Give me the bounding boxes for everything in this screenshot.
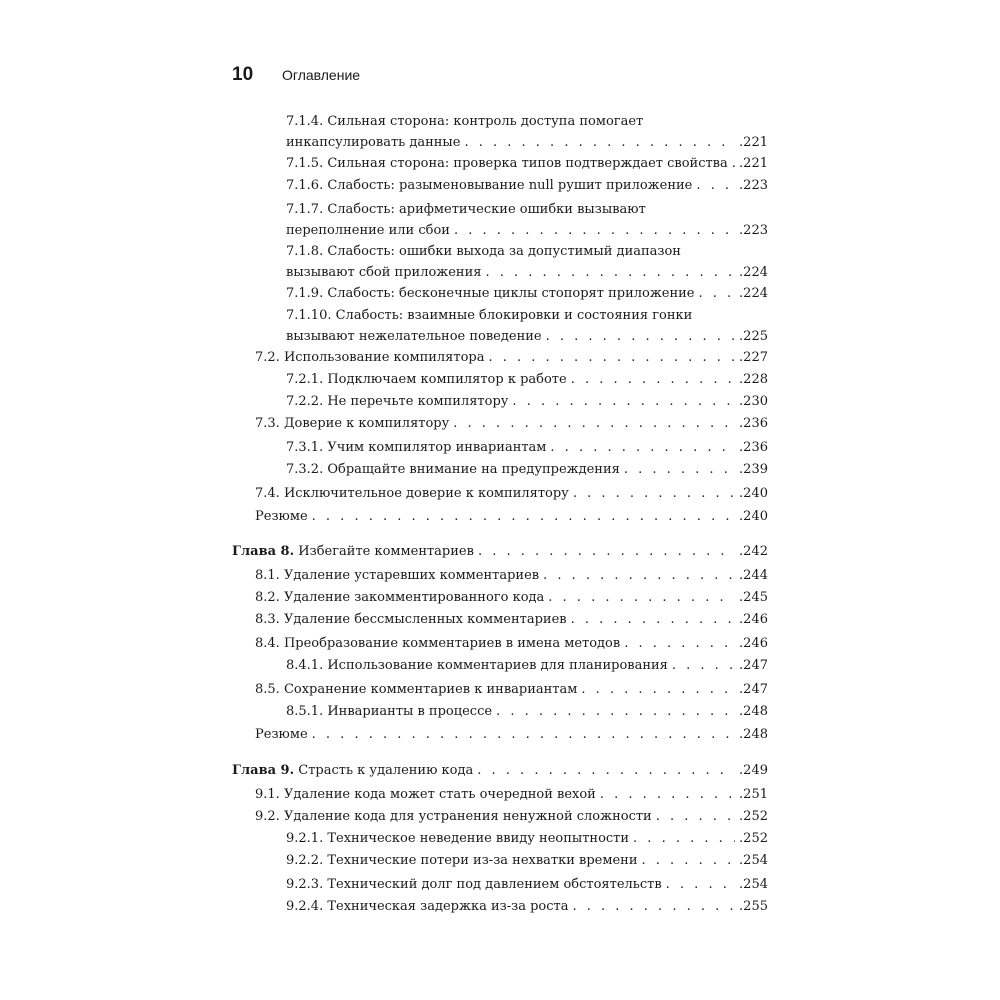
toc-entry-line xyxy=(286,326,768,347)
toc-page-number: .247 xyxy=(739,682,768,697)
toc-page-number: .223 xyxy=(739,178,768,193)
toc-entry xyxy=(255,679,768,700)
toc-entry-line xyxy=(286,153,768,174)
toc-entry-line xyxy=(255,724,768,745)
toc-entry xyxy=(255,565,768,586)
toc-entry xyxy=(286,437,768,458)
toc-entry-title: 7.3.1. Учим компилятор инвариантам xyxy=(286,440,547,455)
toc-entry-title: инкапсулировать данные xyxy=(286,135,461,150)
toc-entry-line xyxy=(286,655,768,676)
toc-entry-line xyxy=(286,369,768,390)
dot-leader xyxy=(485,262,735,283)
toc-entry xyxy=(255,506,768,527)
toc-page-number: .236 xyxy=(739,440,768,455)
toc-page-number: .227 xyxy=(739,350,768,365)
toc-entry xyxy=(286,874,768,895)
toc-page-number: .223 xyxy=(739,223,768,238)
toc-page-number: .245 xyxy=(739,590,768,605)
toc-page-number: .248 xyxy=(739,704,768,719)
toc-page-number: .252 xyxy=(739,831,768,846)
toc-page-number: .246 xyxy=(739,636,768,651)
toc-entry xyxy=(286,459,768,480)
toc-entry-line xyxy=(255,483,768,504)
toc-entry xyxy=(286,896,768,917)
toc-entry-line xyxy=(232,541,768,562)
toc-page-number: .225 xyxy=(739,329,768,344)
toc-page-number: .224 xyxy=(739,286,768,301)
dot-leader xyxy=(581,679,735,700)
toc-entry-line xyxy=(286,459,768,480)
toc-page-number: .240 xyxy=(739,509,768,524)
toc-entry-title: вызывают сбой приложения xyxy=(286,265,482,280)
dot-leader xyxy=(550,437,735,458)
toc-entry-title: 8.4.1. Использование комментариев для планирования xyxy=(286,658,668,673)
dot-leader xyxy=(477,760,735,781)
dot-leader xyxy=(666,874,735,895)
running-title: Оглавление xyxy=(282,67,361,83)
dot-leader xyxy=(488,347,735,368)
toc-page-number: .254 xyxy=(739,853,768,868)
toc-entry xyxy=(255,806,768,827)
toc-entry-title: 8.5.1. Инварианты в процессе xyxy=(286,704,493,719)
dot-leader xyxy=(732,153,735,174)
toc-entry-title: 7.3.2. Обращайте внимание на предупреждения xyxy=(286,462,620,477)
toc-entry-line xyxy=(255,587,768,608)
toc-entry-title: 8.1. Удаление устаревших комментариев xyxy=(255,568,540,583)
toc-page-number: .255 xyxy=(739,899,768,914)
dot-leader xyxy=(453,413,735,434)
toc-entry xyxy=(255,609,768,630)
toc-entry-line xyxy=(232,760,768,781)
toc-entry-title: вызывают нежелательное поведение xyxy=(286,329,542,344)
toc-page-number: .221 xyxy=(739,156,768,171)
toc-entry-title: 7.1.7. Слабость: арифметические ошибки вызывают xyxy=(286,202,646,217)
chapter-label: Глава 8. xyxy=(232,544,295,559)
toc-entry-line xyxy=(286,391,768,412)
toc-entry xyxy=(286,305,768,347)
toc-entry-title: переполнение или сбои xyxy=(286,223,450,238)
toc-page-number: .252 xyxy=(739,809,768,824)
toc-entry-title: Резюме xyxy=(255,727,308,742)
toc-entry-line xyxy=(286,850,768,871)
dot-leader xyxy=(600,784,735,805)
dot-leader xyxy=(543,565,735,586)
toc-entry-title: 9.1. Удаление кода может стать очередной вехой xyxy=(255,787,596,802)
dot-leader xyxy=(573,483,735,504)
dot-leader xyxy=(672,655,735,676)
toc-entry-line xyxy=(286,874,768,895)
toc-entry-title: 8.5. Сохранение комментариев к инвариантам xyxy=(255,682,578,697)
toc-entry-line xyxy=(255,679,768,700)
dot-leader xyxy=(496,701,735,722)
toc-entry xyxy=(255,347,768,368)
toc-entry-title: 8.4. Преобразование комментариев в имена методов xyxy=(255,636,621,651)
toc-entry-title: 9.2.3. Технический долг под давлением обстоятельств xyxy=(286,877,662,892)
dot-leader xyxy=(512,391,735,412)
toc-entry-line xyxy=(255,506,768,527)
toc-entry-line xyxy=(286,262,768,283)
toc-entry xyxy=(286,655,768,676)
toc-entry-title: 7.4. Исключительное доверие к компилятору xyxy=(255,486,569,501)
toc-entry-title: Избегайте комментариев xyxy=(298,544,474,559)
toc-entry-line xyxy=(286,132,768,153)
toc-entry-line xyxy=(255,609,768,630)
toc-entry xyxy=(286,241,768,283)
dot-leader xyxy=(571,369,735,390)
page-number: 10 xyxy=(232,64,254,85)
dot-leader xyxy=(571,609,735,630)
toc-entry-line xyxy=(255,633,768,654)
toc-page-number: .248 xyxy=(739,727,768,742)
dot-leader xyxy=(642,850,736,871)
toc-entry-title: 7.2.1. Подключаем компилятор к работе xyxy=(286,372,567,387)
toc-entry xyxy=(255,483,768,504)
toc-entry-line xyxy=(255,784,768,805)
page-header xyxy=(232,64,360,86)
dot-leader xyxy=(312,724,735,745)
dot-leader xyxy=(624,633,735,654)
dot-leader xyxy=(312,506,735,527)
dot-leader xyxy=(656,806,735,827)
toc-page-number: .239 xyxy=(739,462,768,477)
toc-page-number: .230 xyxy=(739,394,768,409)
dot-leader xyxy=(464,132,735,153)
dot-leader xyxy=(633,828,735,849)
toc-entry xyxy=(286,369,768,390)
toc-entry-line xyxy=(286,828,768,849)
toc-page-number: .228 xyxy=(739,372,768,387)
dot-leader xyxy=(696,175,735,196)
chapter-label: Глава 9. xyxy=(232,763,295,778)
toc-entry-title: Резюме xyxy=(255,509,308,524)
toc-entry xyxy=(286,828,768,849)
toc-entry xyxy=(286,391,768,412)
toc-page-number: .242 xyxy=(739,544,768,559)
toc-entry xyxy=(286,283,768,304)
toc-entry-title: 7.1.5. Сильная сторона: проверка типов подтверждает свойства xyxy=(286,156,728,171)
toc-entry-title: 7.1.10. Слабость: взаимные блокировки и состояния гонки xyxy=(286,308,693,323)
toc-entry xyxy=(255,784,768,805)
toc-entry-title: Страсть к удалению кода xyxy=(298,763,474,778)
toc-entry xyxy=(286,701,768,722)
toc-entry-title: 7.1.8. Слабость: ошибки выхода за допустимый диапазон xyxy=(286,244,681,259)
toc-entry-line xyxy=(286,896,768,917)
toc-entry-title: 7.1.9. Слабость: бесконечные циклы стопорят приложение xyxy=(286,286,695,301)
toc-entry-line xyxy=(255,413,768,434)
toc-page-number: .251 xyxy=(739,787,768,802)
toc-entry-line xyxy=(286,701,768,722)
toc-entry-title: 9.2.1. Техническое неведение ввиду неопытности xyxy=(286,831,630,846)
toc-entry-title: 7.1.6. Слабость: разыменовывание null рушит приложение xyxy=(286,178,693,193)
toc-entry-title: 7.3. Доверие к компилятору xyxy=(255,416,450,431)
toc-entry-title: 9.2.2. Технические потери из-за нехватки времени xyxy=(286,853,638,868)
toc-page-number: .240 xyxy=(739,486,768,501)
toc-entry-line xyxy=(286,175,768,196)
toc-entry xyxy=(255,413,768,434)
toc-page-number: .249 xyxy=(739,763,768,778)
toc-entry-line xyxy=(286,220,768,241)
toc-page-number: .221 xyxy=(739,135,768,150)
toc-entry-title: 7.1.4. Сильная сторона: контроль доступа помогает xyxy=(286,114,644,129)
toc-entry xyxy=(286,199,768,241)
toc-entry xyxy=(232,760,768,781)
toc-entry-line xyxy=(255,565,768,586)
toc-entry xyxy=(255,633,768,654)
toc-entry xyxy=(286,111,768,153)
toc-entry xyxy=(286,850,768,871)
dot-leader xyxy=(699,283,736,304)
toc-page-number: .247 xyxy=(739,658,768,673)
toc-entry-title: 8.3. Удаление бессмысленных комментариев xyxy=(255,612,567,627)
toc-entry-line xyxy=(255,806,768,827)
toc-entry xyxy=(255,587,768,608)
toc-entry xyxy=(286,175,768,196)
toc-entry-title: 9.2. Удаление кода для устранения ненужной сложности xyxy=(255,809,652,824)
toc-entry xyxy=(286,153,768,174)
toc-page-number: .224 xyxy=(739,265,768,280)
toc-page-number: .246 xyxy=(739,612,768,627)
dot-leader xyxy=(572,896,735,917)
toc-entry-line xyxy=(286,437,768,458)
toc-entry-title: 7.2. Использование компилятора xyxy=(255,350,485,365)
toc-entry-line xyxy=(286,283,768,304)
dot-leader xyxy=(548,587,735,608)
dot-leader xyxy=(624,459,735,480)
dot-leader xyxy=(454,220,735,241)
dot-leader xyxy=(478,541,735,562)
dot-leader xyxy=(546,326,735,347)
toc-entry xyxy=(232,541,768,562)
toc-entry-title: 8.2. Удаление закомментированного кода xyxy=(255,590,545,605)
toc-page-number: .236 xyxy=(739,416,768,431)
toc-entry-title: 9.2.4. Техническая задержка из-за роста xyxy=(286,899,569,914)
toc-page-number: .254 xyxy=(739,877,768,892)
toc-entry-title: 7.2.2. Не перечьте компилятору xyxy=(286,394,509,409)
toc-entry xyxy=(255,724,768,745)
toc-page-number: .244 xyxy=(739,568,768,583)
toc-entry-line xyxy=(255,347,768,368)
